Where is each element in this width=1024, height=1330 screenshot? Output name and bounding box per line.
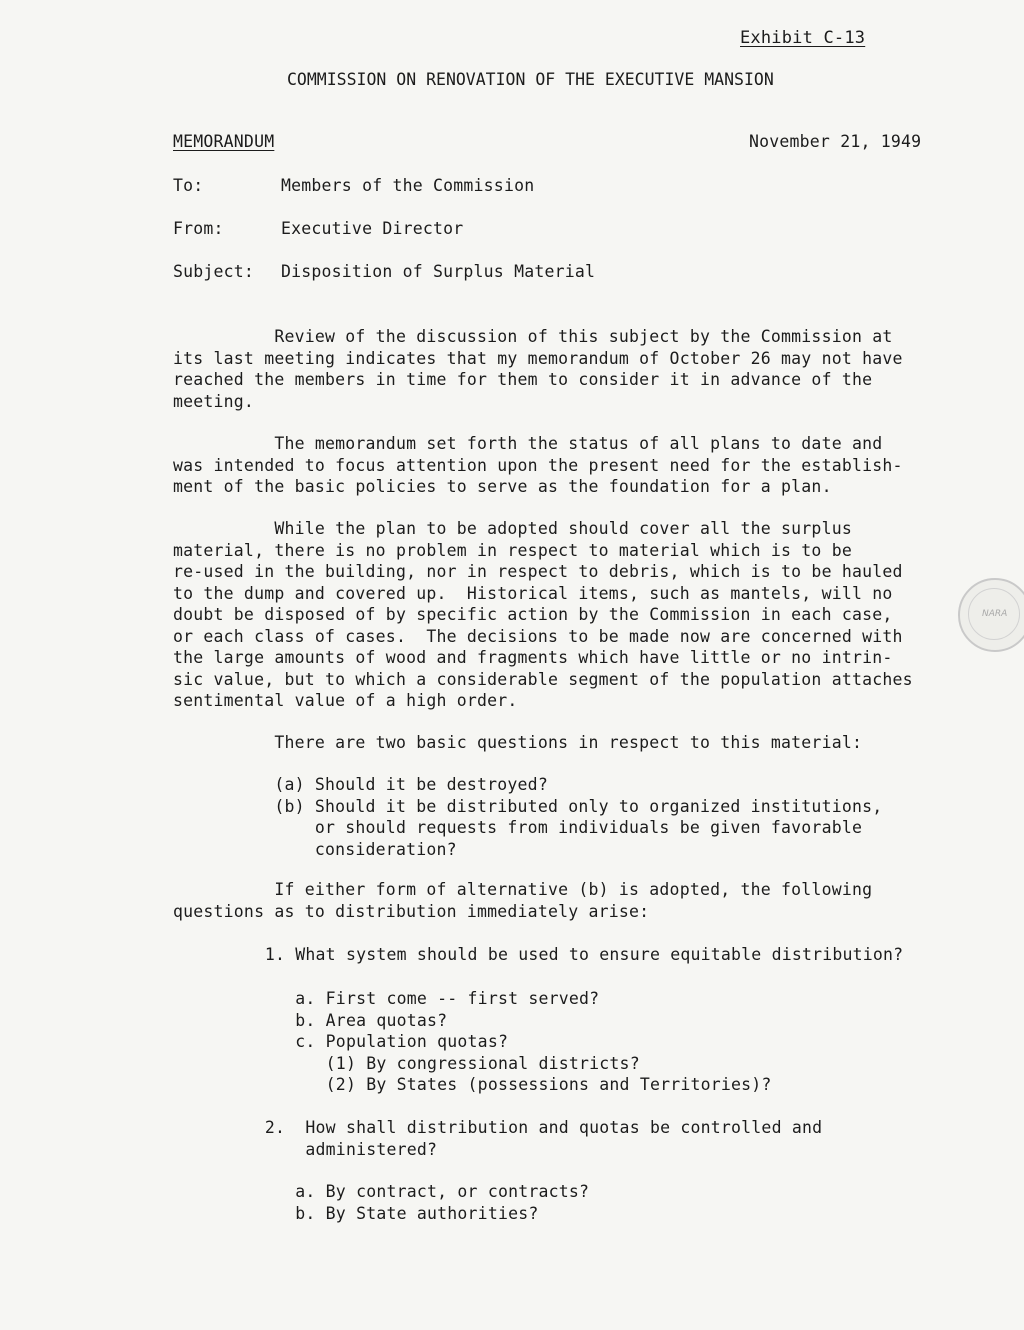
text-line: re-used in the building, nor in respect to debris, which is to be hauled — [173, 562, 903, 581]
text-line: reached the members in time for them to consider it in advance of the — [173, 370, 873, 389]
stamp-center-text: NARA — [982, 609, 1008, 619]
question-list — [173, 774, 882, 860]
paragraph-2 — [173, 433, 903, 498]
paragraph-3 — [173, 518, 913, 712]
text-line: Review of the discussion of this subject by the Commission at — [173, 327, 893, 346]
exhibit-label: Exhibit C-13 — [740, 28, 866, 48]
memorandum-label: MEMORANDUM — [173, 132, 275, 151]
text-line: material, there is no problem in respect to material which is to be — [173, 540, 852, 560]
subject-value: Disposition of Surplus Material — [281, 262, 596, 281]
item-1-options — [123, 988, 772, 1096]
text-line: (2) By States (possessions and Territories)? — [123, 1075, 772, 1094]
to-value: Members of the Commission — [281, 176, 535, 195]
text-line: The memorandum set forth the status of all plans to date and — [173, 434, 883, 453]
text-line: sentimental value of a high order. — [173, 691, 518, 710]
text-line: ment of the basic policies to serve as the foundation for a plan. — [173, 477, 832, 496]
from-value: Executive Director — [281, 219, 464, 238]
subject-label: Subject: — [173, 262, 255, 281]
text-line: (a) Should it be destroyed? — [173, 775, 548, 794]
text-line: to the dump and covered up. Historical items, such as mantels, will no — [173, 583, 893, 603]
text-line: consideration? — [173, 839, 457, 859]
from-label: From: — [173, 219, 224, 238]
text-line: was intended to focus attention upon the present need for the establish- — [173, 455, 903, 475]
text-line: 2. How shall distribution and quotas be controlled and — [123, 1118, 823, 1137]
paragraph-5 — [173, 879, 872, 922]
library-stamp — [958, 578, 1024, 652]
item-1 — [123, 944, 903, 966]
item-2-options — [123, 1181, 589, 1224]
text-line: questions as to distribution immediately arise: — [173, 901, 650, 921]
text-line: If either form of alternative (b) is adopted, the following — [173, 880, 873, 899]
text-line: administered? — [123, 1139, 438, 1159]
text-line: or should requests from individuals be given favorable — [173, 818, 863, 837]
text-line: c. Population quotas? — [123, 1032, 509, 1051]
text-line: its last meeting indicates that my memorandum of October 26 may not have — [173, 348, 903, 368]
text-line: b. By State authorities? — [123, 1203, 539, 1223]
text-line: the large amounts of wood and fragments which have little or no intrin- — [173, 648, 893, 667]
commission-title: COMMISSION ON RENOVATION OF THE EXECUTIVE MANSION — [287, 70, 774, 89]
item-2 — [123, 1117, 822, 1160]
text-line: (1) By congressional districts? — [123, 1053, 640, 1073]
text-line: a. By contract, or contracts? — [123, 1182, 590, 1201]
text-line: b. Area quotas? — [123, 1010, 448, 1030]
memo-date: November 21, 1949 — [749, 132, 922, 151]
text-line: There are two basic questions in respect to this material: — [173, 733, 863, 752]
text-line: meeting. — [173, 391, 255, 411]
text-line: a. First come -- first served? — [123, 989, 600, 1008]
text-line: sic value, but to which a considerable segment of the population attaches — [173, 669, 913, 689]
text-line: 1. What system should be used to ensure equitable distribution? — [123, 945, 904, 964]
paragraph-1 — [173, 326, 903, 412]
paragraph-4 — [173, 732, 862, 754]
text-line: (b) Should it be distributed only to organized institutions, — [173, 796, 883, 816]
text-line: doubt be disposed of by specific action by the Commission in each case, — [173, 605, 893, 624]
text-line: or each class of cases. The decisions to be made now are concerned with — [173, 626, 903, 646]
text-line: While the plan to be adopted should cover all the surplus — [173, 519, 852, 538]
to-label: To: — [173, 176, 204, 195]
